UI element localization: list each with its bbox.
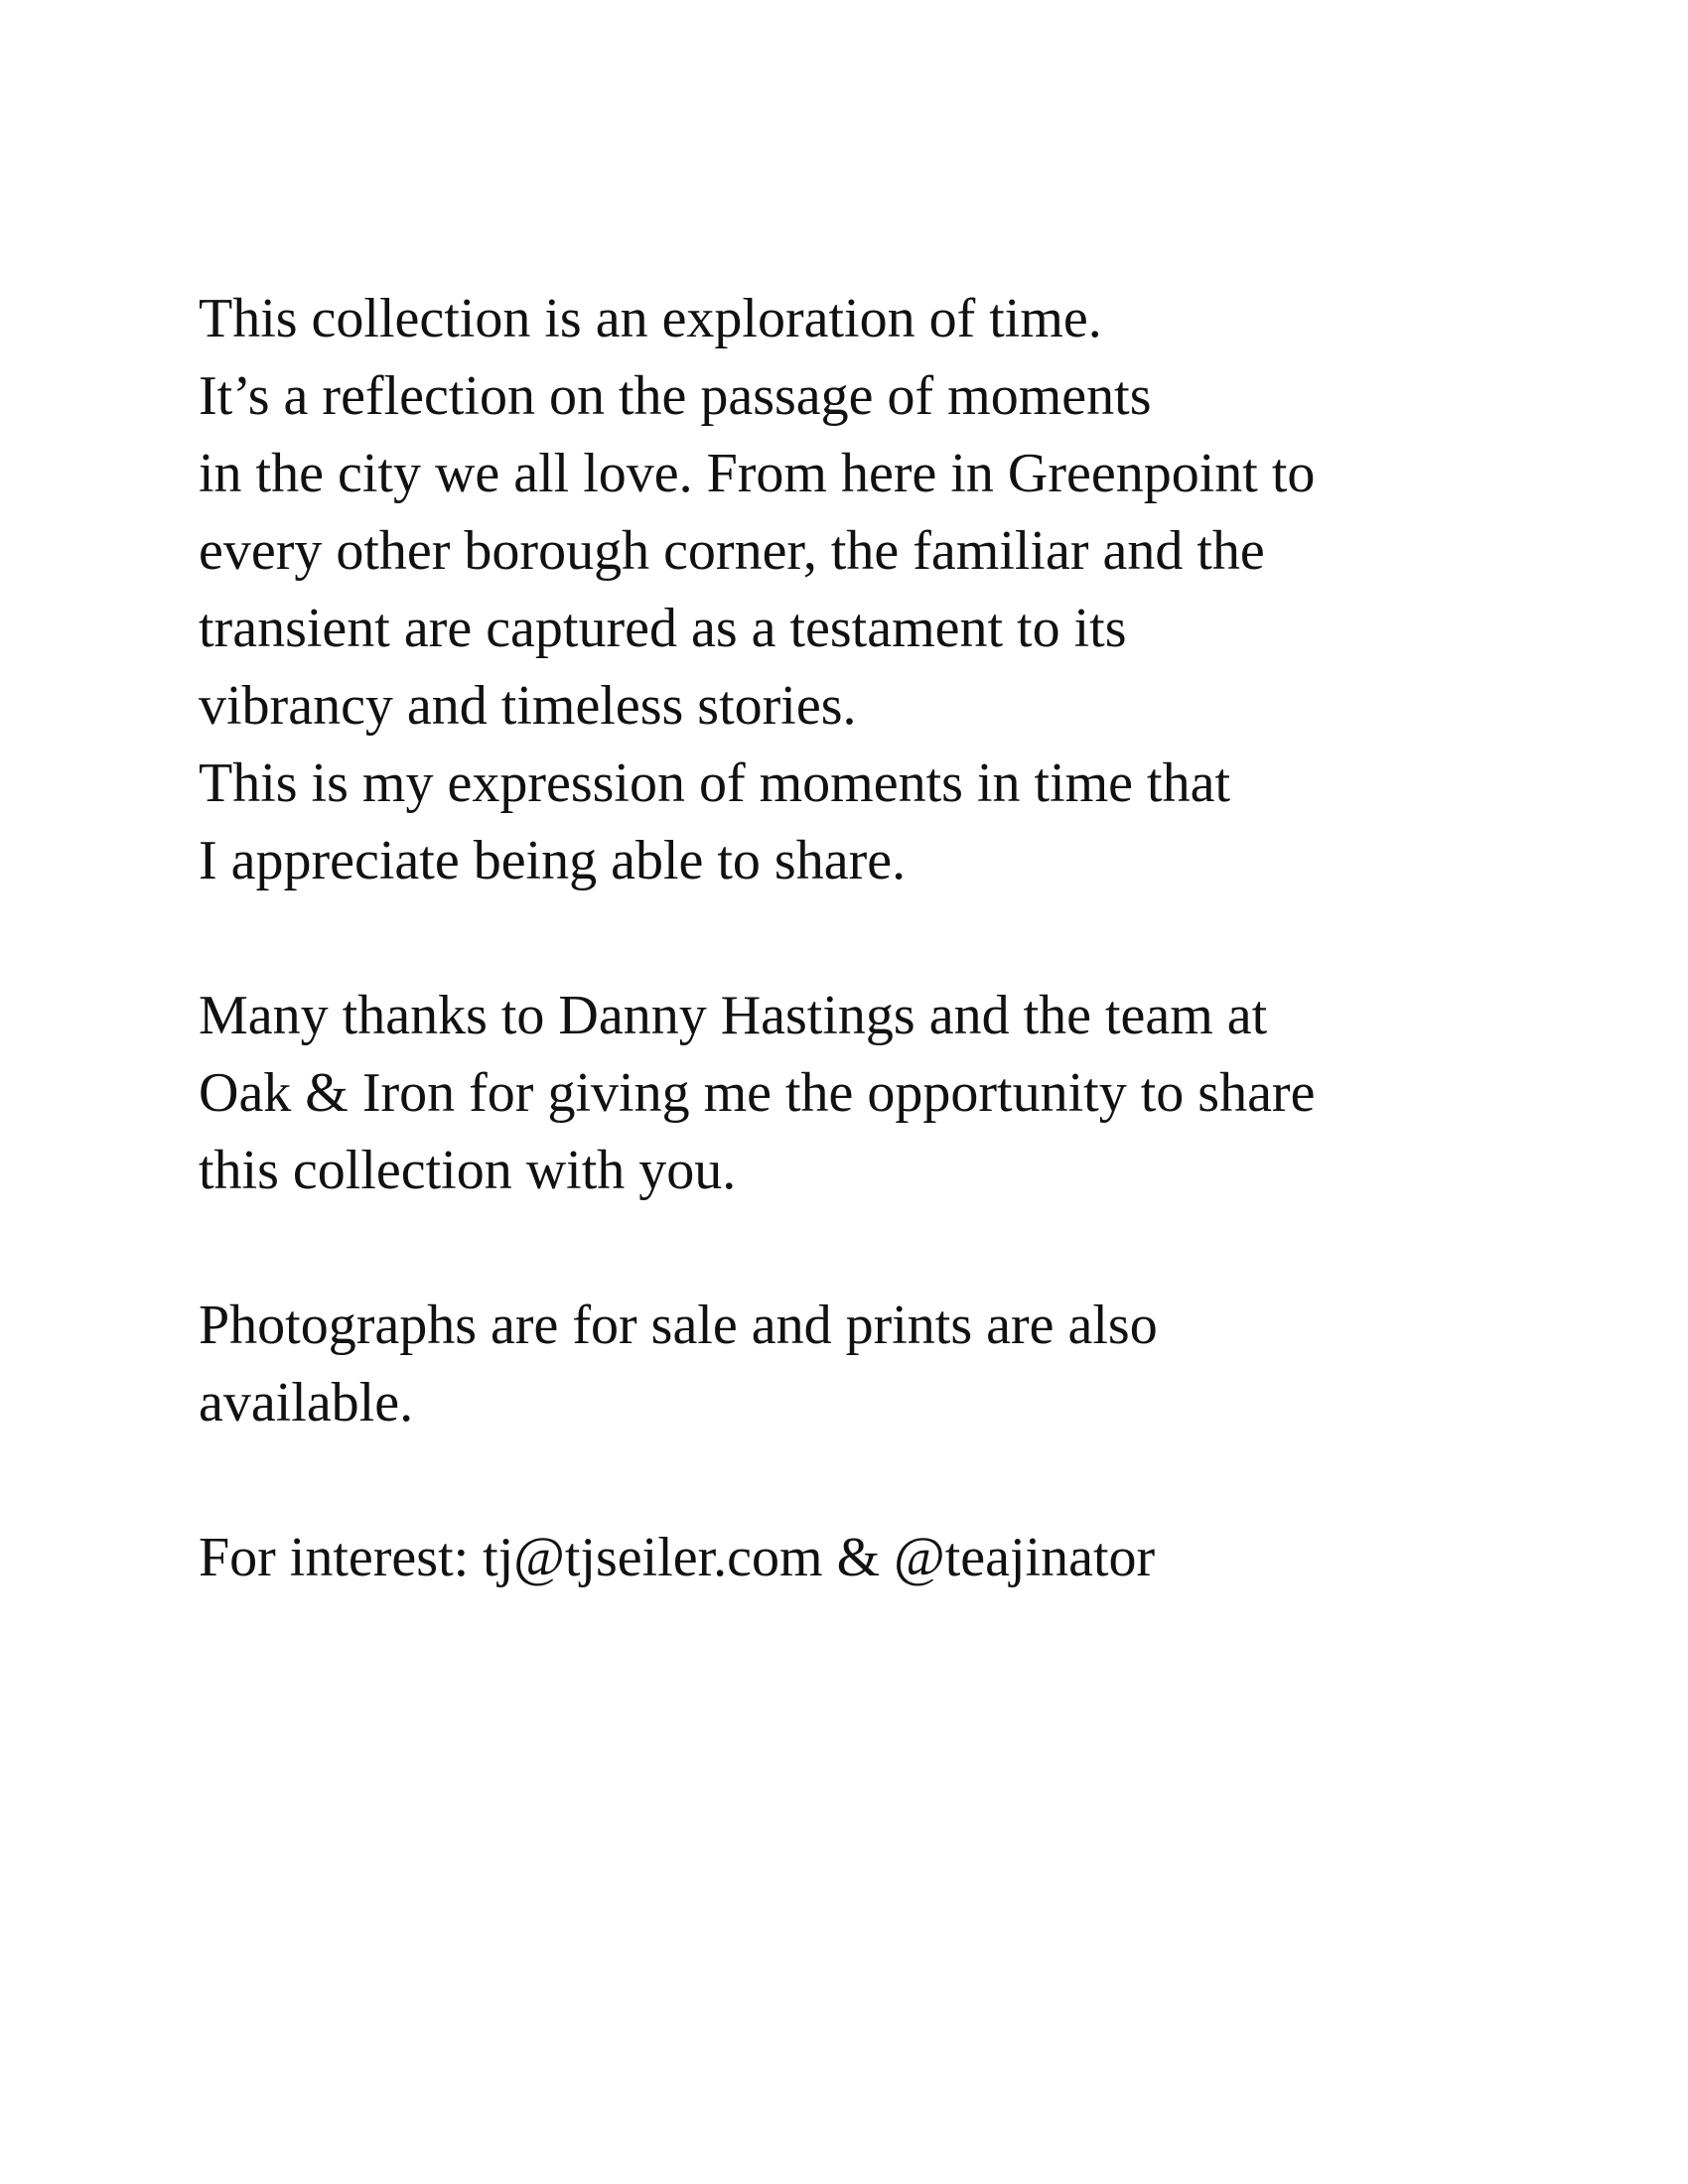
intro-paragraph: [199, 280, 1509, 899]
text-line: Photographs are for sale and prints are also: [199, 1295, 1158, 1356]
text-line: this collection with you.: [199, 1140, 737, 1201]
text-line: available.: [199, 1372, 414, 1433]
text-line: Oak & Iron for giving me the opportunity to share: [199, 1062, 1316, 1124]
text-line: This collection is an exploration of time.: [199, 288, 1102, 349]
contact-paragraph: [199, 1519, 1509, 1596]
text-line: This is my expression of moments in time that: [199, 752, 1231, 814]
contact-line: For interest: tj@tjseiler.com & @teajinator: [199, 1527, 1156, 1588]
text-line: every other borough corner, the familiar and the: [199, 520, 1265, 582]
text-line: Many thanks to Danny Hastings and the team at: [199, 985, 1268, 1046]
text-line: in the city we all love. From here in Greenpoint to: [199, 443, 1316, 504]
text-line: It’s a reflection on the passage of moments: [199, 365, 1152, 427]
sale-paragraph: [199, 1287, 1509, 1441]
thanks-paragraph: [199, 977, 1509, 1209]
text-line: transient are captured as a testament to its: [199, 598, 1127, 659]
text-line: vibrancy and timeless stories.: [199, 675, 857, 737]
text-line: I appreciate being able to share.: [199, 830, 907, 891]
artist-statement: [199, 280, 1509, 1596]
